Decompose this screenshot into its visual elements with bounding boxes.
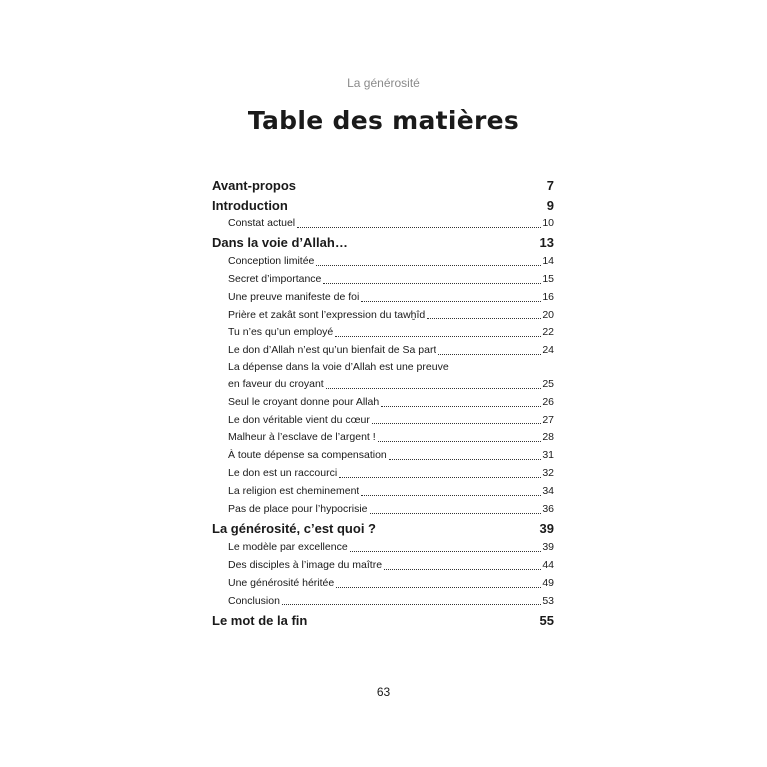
toc-entry-page: 53 xyxy=(542,594,554,607)
toc-entry-page: 26 xyxy=(542,395,554,408)
toc-dot-leader xyxy=(372,422,541,424)
toc-entry-page: 27 xyxy=(542,413,554,426)
toc-entry-label: Tu n’es qu’un employé xyxy=(228,326,334,339)
toc-section-entry xyxy=(212,289,554,307)
toc-entry-page: 44 xyxy=(542,558,554,571)
toc-chapter-entry xyxy=(212,177,554,196)
toc-dot-leader xyxy=(335,335,541,337)
toc-entry-label: Des disciples à l’image du maître xyxy=(228,558,383,571)
toc-section-entry xyxy=(212,324,554,342)
toc-section-entry xyxy=(212,483,554,501)
toc-entry-label: La dépense dans la voie d’Allah est une preuve xyxy=(228,361,449,374)
toc-entry-label: Conception limitée xyxy=(228,254,315,267)
toc-entry-label: Le mot de la fin xyxy=(212,612,308,628)
toc-section-entry xyxy=(212,215,554,233)
toc-entry-page: 28 xyxy=(542,431,554,444)
toc-entry-label: Le modèle par excellence xyxy=(228,540,348,553)
toc-entry-page: 32 xyxy=(542,467,554,480)
toc-dot-leader xyxy=(427,317,541,319)
toc-entry-label: Le don d’Allah n’est qu’un bienfait de Sa part xyxy=(228,344,437,357)
toc-section-entry xyxy=(212,412,554,430)
toc-dot-leader xyxy=(384,568,541,570)
toc-entry-page: 25 xyxy=(542,377,554,390)
toc-section-entry xyxy=(212,253,554,271)
toc-entry-page: 49 xyxy=(542,576,554,589)
toc-entry-page: 39 xyxy=(542,540,554,553)
toc-section-entry xyxy=(212,429,554,447)
toc-entry-page: 20 xyxy=(542,308,554,321)
toc-entry-label: Introduction xyxy=(212,197,288,213)
toc-dot-leader xyxy=(350,550,542,552)
toc-chapter-entry xyxy=(212,520,554,539)
toc-section-entry xyxy=(212,376,554,394)
toc-entry-page: 39 xyxy=(539,521,554,537)
toc-section-entry xyxy=(212,271,554,289)
toc-section-entry xyxy=(212,593,554,611)
toc-entry-label: Dans la voie d’Allah… xyxy=(212,235,348,251)
toc-section-entry xyxy=(212,307,554,325)
toc-entry-label: Secret d’importance xyxy=(228,272,322,285)
toc-section-entry xyxy=(212,539,554,557)
toc-entry-label: Le don véritable vient du cœur xyxy=(228,413,370,426)
toc-dot-leader xyxy=(438,353,541,355)
toc-entry-page: 10 xyxy=(542,216,554,229)
table-of-contents xyxy=(212,175,554,630)
toc-chapter-entry xyxy=(212,197,554,216)
toc-entry-page: 36 xyxy=(542,502,554,515)
toc-dot-leader xyxy=(336,586,541,588)
toc-dot-leader xyxy=(361,300,541,302)
toc-section-entry xyxy=(212,342,554,360)
toc-section-entry xyxy=(212,575,554,593)
toc-entry-label: Prière et zakât sont l’expression du tawḫîd xyxy=(228,308,426,321)
toc-section-entry-line xyxy=(212,360,554,376)
toc-dot-leader xyxy=(389,458,542,460)
toc-entry-label: Pas de place pour l’hypocrisie xyxy=(228,502,368,515)
toc-entry-page: 16 xyxy=(542,290,554,303)
toc-dot-leader xyxy=(378,440,542,442)
toc-entry-label: Une générosité héritée xyxy=(228,576,335,589)
toc-entry-label: Conclusion xyxy=(228,594,280,607)
toc-entry-label: Constat actuel xyxy=(228,216,296,229)
toc-dot-leader xyxy=(370,512,542,514)
toc-entry-page: 9 xyxy=(546,197,554,213)
toc-entry-page: 55 xyxy=(539,612,554,628)
toc-dot-leader xyxy=(339,476,541,478)
toc-section-entry xyxy=(212,465,554,483)
toc-entry-label: Le don est un raccourci xyxy=(228,467,338,480)
toc-entry-page: 13 xyxy=(539,235,554,251)
toc-entry-page: 15 xyxy=(542,272,554,285)
toc-dot-leader xyxy=(297,226,541,228)
toc-dot-leader xyxy=(381,405,541,407)
toc-entry-label: Malheur à l’esclave de l’argent ! xyxy=(228,431,376,444)
toc-entry-page: 14 xyxy=(542,254,554,267)
toc-entry-label: Une preuve manifeste de foi xyxy=(228,290,360,303)
toc-chapter-entry xyxy=(212,612,554,631)
page-number: 63 xyxy=(376,685,391,699)
toc-entry-label: en faveur du croyant xyxy=(228,377,324,390)
toc-section-entry xyxy=(212,447,554,465)
toc-entry-page: 22 xyxy=(542,326,554,339)
toc-entry-page: 31 xyxy=(542,449,554,462)
toc-section-entry xyxy=(212,557,554,575)
toc-entry-page: 24 xyxy=(542,344,554,357)
toc-section-entry xyxy=(212,394,554,412)
toc-dot-leader xyxy=(361,494,541,496)
toc-section-entry xyxy=(212,501,554,519)
toc-dot-leader xyxy=(282,603,541,605)
toc-entry-label: Avant-propos xyxy=(212,177,297,193)
toc-dot-leader xyxy=(323,282,541,284)
toc-dot-leader xyxy=(326,387,542,389)
toc-entry-page: 7 xyxy=(546,177,554,193)
toc-entry-page: 34 xyxy=(542,485,554,498)
page-title: Table des matières xyxy=(247,106,520,135)
toc-entry-label: Seul le croyant donne pour Allah xyxy=(228,395,380,408)
running-head: La générosité xyxy=(347,76,420,90)
toc-dot-leader xyxy=(316,264,541,266)
toc-entry-label: La générosité, c’est quoi ? xyxy=(212,521,376,537)
toc-entry-label: À toute dépense sa compensation xyxy=(228,449,387,462)
toc-chapter-entry xyxy=(212,234,554,253)
toc-entry-label: La religion est cheminement xyxy=(228,485,360,498)
